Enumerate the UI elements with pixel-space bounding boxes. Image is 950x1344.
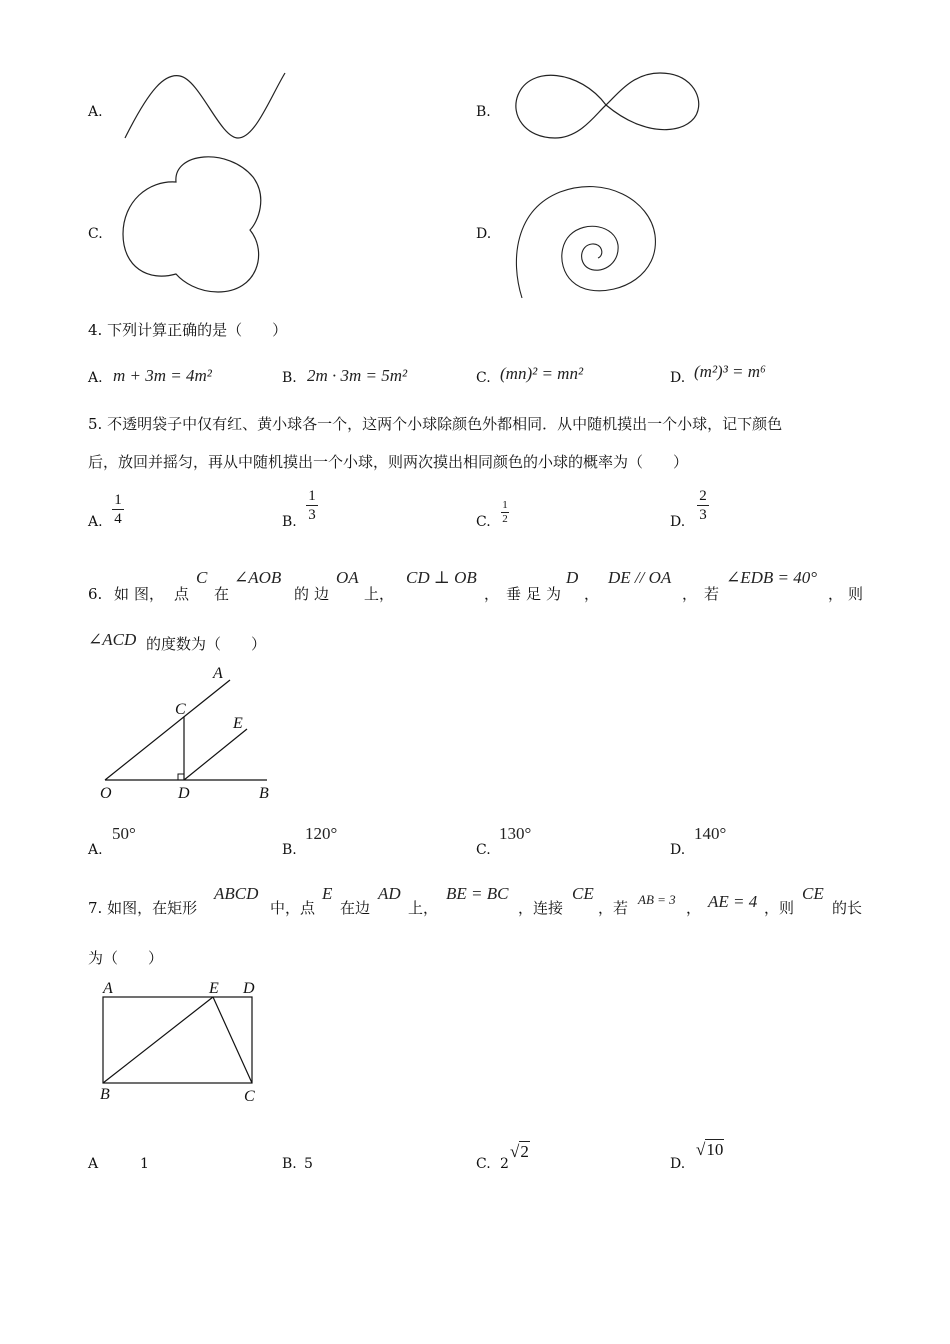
q7-option-a-value: 1 xyxy=(140,1156,149,1172)
q6-seg: 的 xyxy=(294,585,310,603)
q7-seg: 上， xyxy=(408,899,439,917)
q4-option-d-label: D. xyxy=(670,370,686,386)
q6-seg: 6. xyxy=(88,585,103,603)
denominator: 3 xyxy=(699,507,707,523)
q7-rect-abcd: ABCD xyxy=(214,884,259,903)
denominator: 2 xyxy=(502,513,508,525)
radicand: 2 xyxy=(520,1142,529,1161)
q6-option-c-label: C. xyxy=(476,842,491,858)
q6-seg: 垂 xyxy=(506,585,522,603)
q6-figure xyxy=(95,660,285,805)
numerator: 2 xyxy=(699,488,707,504)
label-c: C xyxy=(244,1088,255,1105)
q7-seg: ，则 xyxy=(764,899,795,917)
denominator: 4 xyxy=(114,511,122,527)
q4-option-b-label: B. xyxy=(282,370,297,386)
label-o: O xyxy=(100,785,112,802)
q3-option-d-spiral xyxy=(510,180,670,300)
numerator: 1 xyxy=(502,499,508,511)
q7-option-c-label: C. xyxy=(476,1156,491,1172)
q5-option-c-label: C. xyxy=(476,514,491,530)
q7-option-b-label: B. xyxy=(282,1156,297,1172)
q7-segment-ce: CE xyxy=(572,884,594,903)
q6-option-a-label: A. xyxy=(88,842,103,858)
q5-option-c-fraction xyxy=(501,500,509,525)
q3-option-a-label: A. xyxy=(88,104,103,120)
q5-option-a-fraction xyxy=(112,492,124,527)
q6-option-b-label: B. xyxy=(282,842,297,858)
q7-option-a-label: A xyxy=(88,1156,99,1172)
q6-side-oa: OA xyxy=(336,568,359,587)
q4-option-c-label: C. xyxy=(476,370,491,386)
q3-option-c-clover xyxy=(118,152,268,302)
label-b: B xyxy=(259,785,269,802)
q6-seg: ， xyxy=(484,585,500,603)
q6-option-d-label: D. xyxy=(670,842,686,858)
q6-angle-aob: ∠AOB xyxy=(234,568,282,587)
q4-option-c-expr: (mn)² = mn² xyxy=(500,364,584,383)
q6-angle-edb: ∠EDB = 40° xyxy=(726,568,818,587)
label-a: A xyxy=(213,665,223,682)
q6-seg: 如 xyxy=(114,585,130,603)
q4-option-a-expr: m + 3m = 4m² xyxy=(113,366,212,385)
radicand: 10 xyxy=(706,1140,724,1159)
label-b: B xyxy=(100,1086,110,1103)
q7-point-e: E xyxy=(322,884,333,903)
q6-seg: 边 xyxy=(314,585,330,603)
q6-seg: 若 xyxy=(704,585,720,603)
q6-option-a-value: 50° xyxy=(112,824,136,843)
label-e: E xyxy=(233,715,243,732)
q7-seg: 在边 xyxy=(340,899,371,917)
q7-ae-eq-4: AE = 4 xyxy=(708,892,758,911)
q5-option-d-fraction xyxy=(697,488,709,523)
q7-ab-eq-3: AB = 3 xyxy=(638,892,676,907)
q5-option-a-label: A. xyxy=(88,514,103,530)
q6-angle-acd: ∠ACD xyxy=(88,630,137,649)
denominator: 3 xyxy=(308,507,316,523)
q4-option-d-expr: (m²)³ = m⁶ xyxy=(694,362,766,381)
segment-be xyxy=(103,997,213,1083)
q6-seg: 在 xyxy=(214,585,230,603)
q7-side-ad: AD xyxy=(378,884,401,903)
label-d: D xyxy=(178,785,190,802)
q7-option-d-label: D. xyxy=(670,1156,686,1172)
q4-option-b-expr: 2m · 3m = 5m² xyxy=(307,366,408,385)
q6-point-d: D xyxy=(566,568,579,587)
radical-sign-icon: √ xyxy=(696,1140,706,1159)
q7-segment-ce-2: CE xyxy=(802,884,824,903)
q7-option-c-coefficient: 2 xyxy=(500,1156,509,1172)
label-a: A xyxy=(103,980,113,997)
q6-seg: 为 xyxy=(546,585,562,603)
q7-stem-line2: 为（ ） xyxy=(88,949,164,967)
q6-seg: 足 xyxy=(526,585,542,603)
line-oa xyxy=(105,680,230,780)
q3-option-d-label: D. xyxy=(476,226,492,242)
numerator: 1 xyxy=(308,488,316,504)
q6-point-c: C xyxy=(196,568,208,587)
q7-option-c-sqrt xyxy=(510,1142,530,1162)
q5-option-b-label: B. xyxy=(282,514,297,530)
q7-option-d-sqrt xyxy=(696,1140,724,1160)
q7-seg: 7. 如图，在矩形 xyxy=(88,899,198,917)
q7-seg: 的长 xyxy=(832,899,863,917)
q7-figure xyxy=(95,975,270,1110)
q7-seg: 中，点 xyxy=(270,899,316,917)
q6-seg: 点 xyxy=(174,585,190,603)
q3-option-c-label: C. xyxy=(88,226,103,242)
q3-option-b-label: B. xyxy=(476,104,491,120)
q5-stem-line1: 5. 不透明袋子中仅有红、黄小球各一个，这两个小球除颜色外都相同．从中随机摸出一个小球，记下颜色 xyxy=(88,415,783,433)
q5-stem-line2: 后，放回并摇匀，再从中随机摸出一个小球，则两次摸出相同颜色的小球的概率为（ ） xyxy=(88,453,689,471)
q6-seg: 图， xyxy=(134,585,165,603)
label-c: C xyxy=(175,701,186,718)
q7-be-eq-bc: BE = BC xyxy=(446,884,509,903)
q5-option-d-label: D. xyxy=(670,514,686,530)
rectangle-abcd xyxy=(103,997,252,1083)
q3-option-a-sine-curve xyxy=(120,68,290,143)
q6-seg: ， xyxy=(828,585,844,603)
q6-de-parallel-oa: DE // OA xyxy=(608,568,672,587)
q3-option-b-lemniscate xyxy=(510,70,705,140)
q6-stem-line2: 的度数为（ ） xyxy=(146,635,267,653)
q6-cd-perp-ob: CD ⊥ OB xyxy=(406,568,477,587)
radical-sign-icon: √ xyxy=(510,1142,520,1161)
q7-seg: ，连接 xyxy=(518,899,564,917)
q7-seg: ， xyxy=(686,899,702,917)
q5-option-b-fraction xyxy=(306,488,318,523)
q7-option-b-value: 5 xyxy=(304,1156,313,1172)
q6-option-c-value: 130° xyxy=(499,824,532,843)
q6-seg: 上， xyxy=(364,585,395,603)
q6-option-d-value: 140° xyxy=(694,824,727,843)
q7-seg: ，若 xyxy=(598,899,629,917)
numerator: 1 xyxy=(114,492,122,508)
q4-stem: 4. 下列计算正确的是（ ） xyxy=(88,321,288,339)
segment-ce xyxy=(213,997,252,1083)
label-d: D xyxy=(243,980,255,997)
right-angle-mark xyxy=(178,774,184,780)
label-e: E xyxy=(209,980,219,997)
q6-option-b-value: 120° xyxy=(305,824,338,843)
q6-seg: 则 xyxy=(848,585,864,603)
line-de xyxy=(184,729,247,780)
q6-seg: ， xyxy=(682,585,698,603)
q4-option-a-label: A. xyxy=(88,370,103,386)
q6-seg: ， xyxy=(584,585,600,603)
